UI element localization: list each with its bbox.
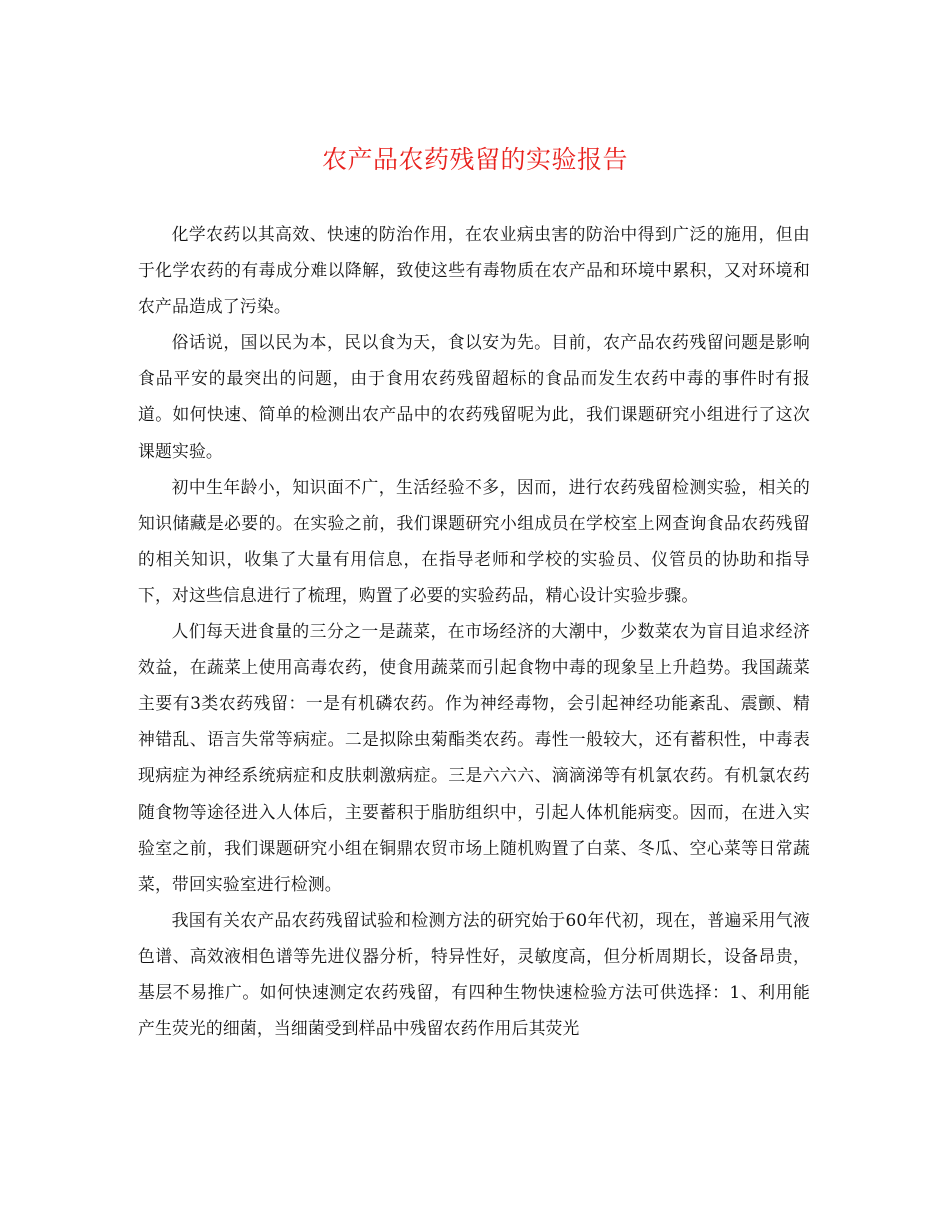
document-body (138, 216, 810, 1046)
document-title: 农产品农药残留的实验报告 (321, 145, 628, 174)
paragraph-intro: 化学农药以其高效、快速的防治作用，在农业病虫害的防治中得到广泛的施用，但由于化学农药的有毒成分难以降解，致使这些有毒物质在农产品和环境中累积，又对环境和农产品造成了污染。 (138, 224, 810, 317)
paragraph-food-safety: 俗话说，国以民为本，民以食为天，食以安为先。目前，农产品农药残留问题是影响食品平安的最突出的问题，由于食用农药残留超标的食品而发生农药中毒的事件时有报道。如何快速、简单的检测出农产品中的农药残留呢为此，我们课题研究小组进行了这次课题实验。 (138, 332, 810, 461)
paragraph-preparation: 初中生年龄小，知识面不广，生活经验不多，因而，进行农药残留检测实验，相关的知识储藏是必要的。在实验之前，我们课题研究小组成员在学校室上网查询食品农药残留的相关知识，收集了大量有用信息，在指导老师和学校的实验员、仪管员的协助和指导下，对这些信息进行了梳理，购置了必要的实验药品，精心设计实验步骤。 (138, 476, 810, 605)
paragraph-detection-methods: 我国有关农产品农药残留试验和检测方法的研究始于60年代初，现在，普遍采用气液色谱、高效液相色谱等先进仪器分析，特异性好，灵敏度高，但分析周期长，设备昂贵，基层不易推广。如何快速测定农药残留，有四种生物快速检验方法可供选择：1、利用能产生荧光的细菌，当细菌受到样品中残留农药作用后其荧光 (138, 909, 810, 1039)
paragraph-vegetable-pesticides: 人们每天进食量的三分之一是蔬菜，在市场经济的大潮中，少数菜农为盲目追求经济效益，在蔬菜上使用高毒农药，使食用蔬菜而引起食物中毒的现象呈上升趋势。我国蔬菜主要有3类农药残留：一是有机磷农药。作为神经毒物，会引起神经功能紊乱、震颤、精神错乱、语言失常等病症。二是拟除虫菊酯类农药。毒性一般较大，还有蓄积性，中毒表现病症为神经系统病症和皮肤刺激病症。三是六六六、滴滴涕等有机氯农药。有机氯农药随食物等途径进入人体后，主要蓄积于脂肪组织中，引起人体机能病变。因而，在进入实验室之前，我们课题研究小组在铜鼎农贸市场上随机购置了白菜、冬瓜、空心菜等日常蔬菜，带回实验室进行检测。 (138, 621, 810, 894)
